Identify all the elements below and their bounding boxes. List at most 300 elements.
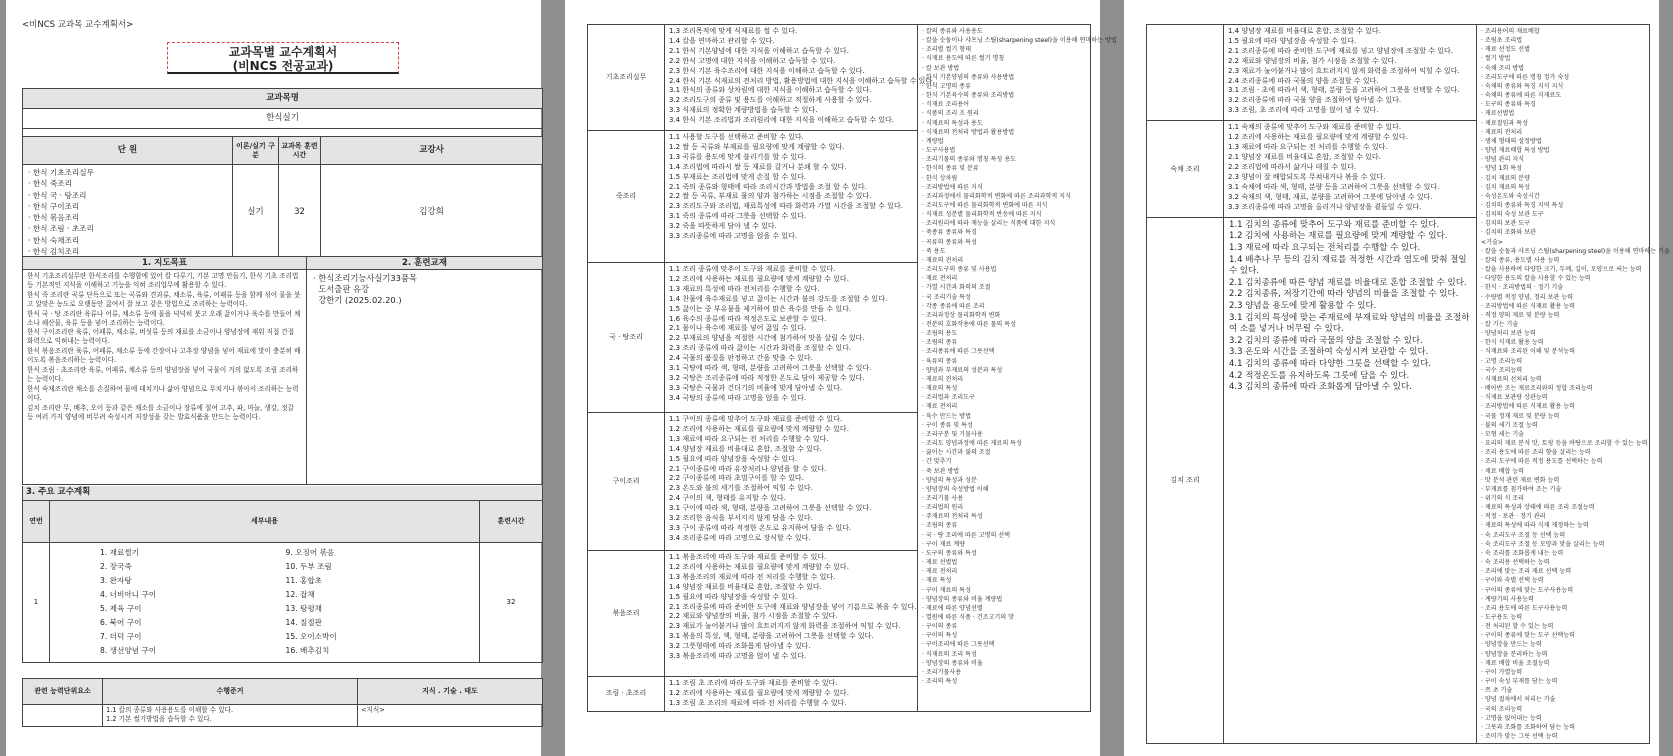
knowledge-item: · 양념장을 만드는 능력 (1481, 641, 1542, 649)
knowledge-item: · 가열 시간과 화력의 조절 (922, 284, 991, 292)
knowledge-item: · 식재료 보관량 상관능력 (1481, 394, 1548, 402)
criteria-cell (665, 263, 918, 413)
knowledge-item: · 구이의 종류에 맞는 도구 선택능력 (1481, 632, 1576, 640)
plan-item: 14. 칠절판 (285, 617, 322, 627)
title-line-1: 교과목별 교수계획서 (228, 45, 338, 59)
knowledge-item: · 식재료의 조리 특성 (922, 650, 977, 658)
knowledge-item: · 칼 보관 방법 (922, 64, 960, 72)
criteria-item: 1.3 재료에 따라 요구되는 전처리를 수행할 수 있다. (1229, 243, 1421, 253)
criteria-cell (665, 551, 918, 677)
criteria-item: 4.1 김치의 종류에 따라 다양한 그릇을 선택할 수 있다. (1229, 358, 1432, 369)
document-page-3 (1124, 0, 1670, 756)
knowledge-item: · 구이의 종류 (922, 623, 958, 631)
unit-item: · 한식 구이조리 (28, 201, 80, 211)
knowledge-item: · 재료 전처리 (922, 403, 958, 411)
criteria-item: 3.3 조리종류에 따라 고명을 올리거나 양념장을 곁들일 수 있다. (1228, 202, 1422, 211)
teacher-col-header: 교강사 (321, 137, 543, 165)
knowledge-item: · 양념 관리 지식 (1481, 156, 1525, 164)
plan-item: 9. 오징어 볶음 (285, 547, 335, 557)
knowledge-item: · 재료 선정도 선별 (1481, 46, 1530, 54)
plan-hours-col-header: 훈련시간 (480, 500, 543, 542)
knowledge-item: · 칼의 종류와 사용용도 (922, 28, 983, 35)
knowledge-item: · 재료의 특성과 상태에 따른 조리 조절능력 (1481, 504, 1595, 512)
knowledge-item: · 숙 조리도구 조절 등 선택 능력 (1481, 531, 1566, 539)
plan-item: 12. 잡채 (285, 589, 315, 599)
plan-item: 8. 생선양념 구이 (100, 645, 157, 655)
knowledge-item: · 조미가 맞는 그릇 선택 능력 (1481, 733, 1558, 741)
criteria-item: 2.1 김치종류에 따른 양념 재료를 비율대로 혼합 조절할 수 있다. (1229, 277, 1467, 288)
criteria-item: 1.4 양념장 재료를 비율대로 혼합, 조절할 수 있다. (669, 582, 822, 591)
unit-item: · 한식 국 · 탕조리 (28, 190, 87, 200)
criteria-item: 3.2 김치의 종류에 따라 국물의 양을 조절할 수 있다. (1229, 335, 1423, 346)
knowledge-item: · 썰기 방법 (1481, 55, 1511, 63)
knowledge-item: · 조림의 종류 (922, 339, 958, 347)
knowledge-item: · 재료에 따른 양념선별 (922, 604, 983, 612)
plan-item: 6. 북어 구이 (100, 617, 142, 627)
knowledge-item: · 숙 조리도구 조절 등 모양과 맛을 살리는 능력 (1481, 540, 1605, 548)
unit-name-cell: 죽조리 (588, 131, 665, 263)
criteria-item: 1.3 재료에 따라 요구되는 전 처리를 수행할 수 있다. (669, 434, 829, 443)
goals-cell (23, 270, 307, 485)
knowledge-item: · 모형 세는 기술 (1481, 430, 1525, 438)
unit-item: · 한식 기초조리실무 (28, 168, 94, 177)
criteria-item: 3.2 조리종류에 따라 국물 양을 조절하여 담아낼 수 있다. (1228, 96, 1402, 105)
criteria-item: 1.1 사용할 도구를 선택하고 준비할 수 있다. (669, 133, 804, 141)
plan-table (22, 486, 543, 663)
criteria-item: 3.3 조림, 초 조리에 따라 고명을 얹어 낼 수 있다. (1228, 106, 1379, 115)
knowledge-item: · 구이 재료의 특성 (922, 586, 971, 594)
knowledge-item: · 양념장을 분리하는 능력 (1481, 650, 1548, 658)
knowledge-item: · 한식 상차림 (922, 174, 958, 182)
criteria-table-page-2 (587, 24, 1117, 712)
knowledge-item: · 칼을 숫돌과 샤프닝 스틸(sharpening steel)을 이용해 연마하는 기술 (1481, 247, 1670, 255)
criteria-item: 2.4 국물의 품질을 판정하고 간을 맞출 수 있다. (669, 354, 813, 363)
criteria-item: 2.3 양념이 잘 배합되도록 무쳐내거나 볶을 수 있다. (1228, 172, 1386, 181)
knowledge-item: · 조리도 양념과정에 따른 재료의 특성 (922, 440, 1022, 448)
knowledge-item: · 조리기물의 종류와 명칭 특성 용도 (922, 156, 1017, 164)
course-name-header: 교과목명 (23, 89, 543, 109)
criteria-item: 1.5 필요에 따라 양념장을 숙성할 수 있다. (669, 592, 798, 601)
criteria-item: 1.3 볶음조리의 재료에 따라 전 처리를 수행할 수 있다. (669, 572, 836, 581)
theory-col-header: 이론/실기 구분 (233, 137, 279, 165)
criteria-item: 2.1 조리종류에 따라 준비한 도구에 재료를 넣고 양념장에 조절할 수 있다. (1228, 46, 1453, 55)
knowledge-item: · 국물 정재 재료 및 분량 능력 (1481, 412, 1560, 420)
criteria-item: 2.1 양념장 재료를 비율대로 혼합, 조절할 수 있다. (1228, 153, 1381, 162)
criteria-item: 3.4 조리종류에 따라 고명으로 장식할 수 있다. (669, 533, 811, 542)
goals-table (22, 256, 543, 485)
knowledge-item: · 조리법과 조리도구 (922, 394, 975, 402)
criteria-item: 1.3 조림 초 조리의 재료에 따라 전 처리를 수행할 수 있다. (669, 698, 847, 707)
knowledge-item: · 김치 재료의 분량 (1481, 174, 1530, 182)
criteria-item: 1.1 숙채의 종류에 맞추어 도구와 재료를 준비할 수 있다. (1228, 123, 1402, 132)
unit-name-cell: 기초조리실무 (588, 25, 665, 131)
hours-col-header: 교과목 훈련시간 (279, 137, 321, 165)
knowledge-item: · 김치의 보관 도구 (1481, 220, 1530, 228)
knowledge-item: · 조리 도구에 따른 적정 용도를 선택하는 능력 (1481, 458, 1603, 466)
plan-item: 5. 제육 구이 (100, 603, 142, 613)
plan-item: 15. 오이소박이 (285, 631, 337, 641)
goal-item: 한식 구이조리란 육류, 어패류, 채소류, 버섯류 등의 재료를 소금이나 양념장에 재워 직접 간접 화력으로 익혀내는 능력이다. (27, 328, 295, 346)
criteria-item: 2.3 온도와 불의 세기를 조절하여 익힐 수 있다. (669, 484, 813, 493)
criteria-item: 2.3 양념을 용도에 맞게 활용할 수 있다. (1229, 300, 1377, 311)
knowledge-item: · 조리방법에 따른 지식 (922, 183, 983, 191)
knowledge-item: · 양념과 부재료의 성분과 특성 (922, 366, 1003, 374)
knowledge-item: · 조리에 맞는 조리 재료 선택 능력 (1481, 568, 1572, 576)
criteria-item: 3.1 볶음의 특성, 색, 형태, 분량을 고려하여 그릇을 선택할 수 있다. (669, 632, 874, 641)
criteria-item: 3.4 국탕의 종류에 따라 고명을 얹을 수 있다. (669, 393, 807, 402)
criteria-item: 2.3 재료가 눌어붙거나 많이 흐트러지지 않게 화력을 조절하여 익힐 수 있다. (669, 622, 901, 631)
knowledge-item: · 칼을 사용하여 다양한 크기, 두께, 길이, 모양으로 써는 능력 (1481, 266, 1642, 274)
knowledge-item: · 재료의 특성 (922, 385, 958, 393)
knowledge-item: · 곡류의 종류와 특성 (922, 238, 977, 246)
criteria-item: 2.3 재료가 눌어붙거나 많이 흐트러지지 않게 화력을 조절하여 익힐 수 있다. (1228, 66, 1460, 75)
materials-cell (307, 270, 543, 485)
criteria-item: 1.2 조리에 사용하는 재료를 필요량에 맞게 계량할 수 있다. (669, 562, 849, 571)
knowledge-item: · 식재료 성분별 물리화학적 반응에 따른 지식 (922, 211, 1042, 219)
knowledge-item: · 식재료 조리용어 (922, 101, 970, 109)
knowledge-item: · 요리의 재료 분석 맛, 토핑 등을 바탕으로 조리할 수 있는 능력 (1481, 440, 1648, 448)
unit-item: · 한식 조림 · 초조리 (28, 224, 94, 234)
knowledge-item: · 식재료 용도에 따른 썰기 명칭 (922, 55, 1005, 63)
knowledge-item: · 쯔 초 기술 (1481, 687, 1513, 695)
criteria-item: 3.2 죽을 따뜻하게 담아 낼 수 있다. (669, 222, 777, 231)
unit-name-cell: 볶음조리 (588, 551, 665, 677)
knowledge-item: · 한식 기본육수의 종류와 조리방법 (922, 92, 1015, 100)
knowledge-item: · 조리종류에 따른 그릇선택 (922, 348, 995, 356)
criteria-col-header: 수행준거 (103, 679, 358, 705)
knowledge-item: · 조리 용도에 따른 도구사용능력 (1481, 604, 1568, 612)
unit-name-cell: 구이조리 (588, 413, 665, 551)
knowledge-item: · 식재료와 조리된 이해 및 분석능력 (1481, 348, 1576, 356)
knowledge-item: · 고명을 얹어내는 능력 (1481, 714, 1542, 722)
knowledge-item: · 조리방법에 따른 식재료 활용 능력 (1481, 403, 1576, 411)
knowledge-item: · 재료 배합 비율 조절능력 (1481, 659, 1550, 667)
criteria-item: 2.3 조리도구와 조리법, 재료특성에 따라 화력과 가열 시간을 조절할 수 있다. (669, 202, 903, 211)
criteria-item: 3.3 구이 종류에 따라 적정한 온도로 유지하여 담을 수 있다. (669, 523, 852, 532)
knowledge-item: · 죽종류 종류와 특징 (922, 229, 977, 237)
knowledge-item: · 식품의 조리 조 원리 (922, 110, 979, 118)
unit-item: · 한식 김치조리 (28, 247, 80, 257)
criteria-item: 3.3 조리종류에 따라 고명을 얹을 수 있다. (669, 232, 798, 241)
document-title (167, 42, 399, 74)
materials-title: 2. 훈련교재 (307, 257, 543, 270)
knowledge-item: · 칼을 숫돌이나 샤프닝 스틸(sharpening steel)을 이용해 연마하는 방법 (922, 37, 1117, 45)
knowledge-item: · 생채 형태의 설정방법 (1481, 137, 1542, 145)
unit-item: · 한식 볶음조리 (28, 213, 80, 223)
knowledge-item: · 조리의 특성 (922, 678, 958, 686)
knowledge-item: · 조림의 용도 (922, 330, 958, 338)
criteria-item: 1.1 조리 종류에 맞추어 도구와 재료를 준비할 수 있다. (669, 265, 836, 273)
criteria-item: 3.1 구이에 따라 색, 형태, 분량을 고려하여 그릇을 선택할 수 있다. (669, 504, 872, 513)
criteria-item: 3.3 식재료의 정확한 계량방법을 습득할 수 있다. (669, 106, 818, 115)
knowledge-item: · 구이 가열능력 (1481, 668, 1523, 676)
criteria-item: 4.3 김치의 종류에 따라 조화롭게 담아낼 수 있다. (1229, 382, 1412, 393)
criteria-item: 1.4 칼을 연마하고 관리할 수 있다. (669, 36, 775, 45)
knowledge-item: · 재료의 전처리 (1481, 128, 1523, 136)
knowledge-item: · 한식 고명의 종류 (922, 82, 971, 90)
plan-items-right (264, 542, 480, 662)
knowledge-item: · 숙성온도와 숙성시간 (1481, 192, 1540, 200)
material-line: 강한기 (2025.02.20.) (313, 295, 402, 305)
criteria-item: 1.6 육수의 종류에 따라 적정온도로 보관할 수 있다. (669, 314, 827, 323)
criteria-item: 3.1 김치의 특성에 맞는 주재료에 부재료와 양념의 비율을 조절하여 소를 넣거나 버무릴 수 있다. (1229, 312, 1470, 335)
session-col-header: 연번 (23, 500, 50, 542)
knowledge-item: · 재료 선별법 (922, 559, 958, 567)
unit-name-cell: 김치 조리 (1147, 217, 1224, 743)
kst-col-header: 지식 . 기술 . 태도 (358, 679, 543, 705)
criteria-item: 1.1 구이의 종류에 맞추어 도구와 재료를 준비할 수 있다. (669, 415, 843, 423)
criteria-item: 1.1 칼의 종류와 사용용도를 이해할 수 있다. (106, 706, 234, 714)
criteria-item: 1.2 기본 썰기방법을 습득할 수 있다. (106, 714, 212, 723)
plan-item: 1. 재료썰기 (100, 547, 140, 557)
knowledge-item: · 구이의 특성 (922, 632, 958, 640)
criteria-item: 1.5 부재료는 조리법에 맞게 손질 할 수 있다. (669, 172, 807, 181)
knowledge-item: · 구이의 종류에 맞는 도구사용능력 (1481, 586, 1574, 594)
hours-value: 32 (279, 165, 321, 260)
knowledge-item: · 칼 기는 기술 (1481, 321, 1519, 328)
competency-col-header: 관련 능력단위요소 (23, 679, 103, 705)
knowledge-item: · 도구의 종류와 특성 (922, 549, 977, 557)
criteria-item: 2.3 한식 기본 육수조리에 대한 지식을 이해하고 습득할 수 있다. (669, 66, 865, 75)
goal-item: 한식 숙채조리란 채소를 손질하여 물에 데치거나 삶아 양념으로 무치거나 볶아서 조리하는 능력이다. (27, 384, 299, 402)
knowledge-item: · 조림초 조리법 (1481, 37, 1523, 45)
knowledge-item: · 수량별 적정 양념, 정리 보관 능력 (1481, 293, 1574, 301)
knowledge-item: · 조리도구에 따른 물리화학적 변화에 따른 지식 (922, 201, 1048, 209)
plan-item: 13. 탕평채 (285, 603, 322, 613)
criteria-item: 1.3 곡류를 용도에 맞게 불리기를 할 수 있다. (669, 152, 807, 161)
plan-item: 3. 완자탕 (100, 575, 132, 585)
document-header-label: <비NCS 교과목 교수계획서> (22, 20, 134, 30)
criteria-item: 2.4 조리종류에 따라 국물의 양을 조절할 수 있다. (1228, 76, 1379, 85)
criteria-item: 3.2 조리도구의 종류 및 용도를 이해하고 적절하게 사용할 수 있다. (669, 96, 872, 105)
knowledge-item: · 국 조리기술 특성 (922, 293, 971, 301)
criteria-item: 2.1 물이나 육수에 재료를 넣어 끓일 수 있다. (669, 324, 807, 333)
knowledge-item: · 조리 용도에 따른 조리 향을 살리는 능력 (1481, 449, 1591, 457)
knowledge-item: · 불의 세기 조절 능력 (1481, 421, 1538, 429)
criteria-item: 1.4 양념장 재료를 비율대로 혼합, 조절할 수 있다. (669, 444, 822, 453)
criteria-item: 1.5 필요에 따라 양념장을 숙성할 수 있다. (669, 454, 798, 463)
knowledge-item: · 적정 · 보관 · 정기 관리 (1481, 513, 1546, 521)
goal-item: 한식 국 · 탕 조리란 육류나 어류, 채소류 등에 물을 넉넉히 붓고 오래 끓이거나 육수를 만들어 채소나 해산물, 육류 등을 넣어 조리하는 능력이다. (27, 309, 301, 327)
course-name-value: 한식실기 (23, 109, 543, 129)
knowledge-item: · 재료 전처리 (922, 275, 958, 283)
unit-name-cell: 숙채 조리 (1147, 121, 1224, 217)
knowledge-item: · 한식의 종류 및 분류 (922, 165, 979, 173)
knowledge-item: · 부재료를 첨가하여 조는 기술 (1481, 485, 1562, 493)
content-col-header: 세부내용 (50, 500, 480, 542)
knowledge-item: · 조리방법에 따른 식재료 활용 능력 (1481, 302, 1576, 310)
knowledge-item: · 양념장의 종류와 비율 (922, 659, 983, 667)
plan-item: 4. 너비아니 구이 (100, 589, 157, 599)
criteria-item: 3.2 그릇형태에 따라 조화롭게 담아낼 수 있다. (669, 642, 811, 651)
knowledge-item: · 조리과정상 물리화학적 변화 (922, 311, 1001, 319)
criteria-item: 1.3 조리목적에 맞게 식재료를 썰 수 있다. (669, 27, 798, 35)
criteria-item: 2.2 재료와 양념장의 비율, 첨가 시점을 조절할 수 있다. (1228, 56, 1397, 65)
knowledge-item: · 조리도구에 따른 명칭 정가 숙성 (1481, 73, 1570, 81)
knowledge-skill-cell (918, 25, 1117, 712)
knowledge-item: · 전분의 호화작용에 따른 물의 특성 (922, 321, 1017, 328)
competency-table (22, 678, 543, 727)
criteria-item: 1.2 쌀 등 곡류와 부재료를 필요량에 맞게 계량할 수 있다. (669, 142, 845, 151)
plan-item: 11. 홍합초 (285, 575, 322, 585)
knowledge-item: · 숙채의 종류와 특징 지식 지식 (1481, 82, 1564, 90)
criteria-item: 2.2 조리법에 따라서 삶거나 데칠 수 있다. (1228, 163, 1357, 172)
criteria-item: 2.1 죽의 종류와 형태에 따라 조리시간과 방법을 조절 할 수 있다. (669, 182, 867, 191)
plan-item: 10. 두부 조림 (285, 561, 332, 571)
document-page-1 (6, 0, 541, 756)
knowledge-item: · 양념 재료배합 특성 방법 (1481, 147, 1550, 155)
knowledge-item: · 김치의 조화와 보관 (1481, 229, 1536, 237)
criteria-item: 1.2 조리에 사용하는 재료를 필요량에 맞게 계량할 수 있다. (1228, 133, 1408, 142)
goal-item: 한식 조림 · 초조리란 육류, 어패류, 채소류 등의 양념장을 넣어 국물이 거의 없도록 조림 조리하는 능력이다. (27, 366, 299, 383)
knowledge-item: · 조리도구의 종류 및 사용법 (922, 266, 997, 274)
knowledge-item: · 양념의 특성과 성분 (922, 476, 977, 484)
criteria-item: 1.1 김치의 종류에 맞추어 도구와 재료를 준비할 수 있다. (1229, 219, 1440, 230)
goals-title: 1. 지도목표 (23, 257, 307, 270)
criteria-item: 2.1 한식 기본양념에 대한 지식을 이해하고 습득할 수 있다. (669, 46, 849, 55)
plan-items-left (50, 542, 264, 662)
criteria-item: 1.2 조리에 사용하는 재료를 필요량에 맞게 계량할 수 있다. (669, 424, 849, 433)
knowledge-item: · 그릇과 조화를 조화하여 담는 능력 (1481, 723, 1576, 731)
knowledge-item: · 숙 조리용 선택하는 능력 (1481, 559, 1550, 567)
knowledge-item: · 숙 조리를 조화롭게 내는 능력 (1481, 549, 1564, 557)
criteria-item: 3.1 숙채에 따라 색, 형태, 분량 등을 고려하여 그릇을 선택할 수 있다. (1228, 182, 1440, 191)
knowledge-item: · 각종 종류에 따른 조리 (922, 302, 985, 310)
knowledge-item: · 위기의 식 조리 (1481, 494, 1525, 502)
knowledge-item: · 주재료의 전처리 특성 (922, 513, 983, 521)
criteria-item: 2.2 쌀 등 곡류, 부재료 물의 양과 첨가하는 시점을 조절할 수 있다. (669, 192, 872, 201)
knowledge-item: · 식재료의 전처리 방법과 활용방법 (922, 128, 1015, 136)
knowledge-item: · 재료의 특성에 따라 식재 재정하는 능력 (1481, 522, 1589, 530)
knowledge-item: · 조리별 썰기 형태 (922, 46, 971, 54)
knowledge-item: · 조리기물 사용 (922, 494, 964, 502)
criteria-item: 2.4 한식 기본 식재료의 전처리 방법, 활용방법에 대한 지식을 이해하고 습득할 수 있다. (669, 76, 935, 85)
knowledge-item: · 끓이는 시간과 불의 조절 (922, 449, 991, 457)
criteria-cell (1224, 121, 1477, 217)
criteria-item: 3.1 한식의 종류와 상차림에 대한 지식을 이해하고 습득할 수 있다. (669, 86, 872, 95)
knowledge-item: · 구이조리에 따른 그릇선택 (922, 641, 995, 649)
knowledge-item: · 양념 1회 특성 (1481, 165, 1523, 173)
knowledge-item: · 조리구분 및 기물사용 (922, 430, 983, 438)
document-page-2 (565, 0, 1117, 756)
criteria-item: 3.3 온도와 시간을 조절하여 숙성시켜 보관할 수 있다. (1229, 347, 1429, 358)
unit-item: · 한식 숙채조리 (28, 235, 80, 245)
knowledge-item: <기술> (1481, 238, 1503, 246)
criteria-item: 1.4 찬물에 육수재료를 넣고 끓이는 시간과 불의 강도를 조절할 수 있다. (669, 294, 888, 303)
criteria-item: 2.3 조리 종류에 따라 끓이는 시간과 화력을 조절할 수 있다. (669, 344, 852, 353)
theory-value: 실기 (233, 165, 279, 260)
goal-item: 한식 죽 조리란 곡류 단독으로 또는 곡류와 견과류, 채소류, 육류, 어패류 등을 함께 섞어 물을 붓고 알맞은 농도로 오랫동안 끓여서 잘 보고 같은 방법으로 조리하는 능력이다. (27, 290, 301, 308)
criteria-item: 3.1 죽의 종류에 따라 그릇을 선택할 수 있다. (669, 212, 807, 221)
knowledge-item: · 한식 기본양념의 종류와 사용방법 (922, 73, 1015, 81)
knowledge-item: · 조림의 종류 (922, 522, 958, 530)
knowledge-item: · 한식 · 조리방법의 · 정기 기술 (1481, 284, 1564, 292)
material-line: · 한식조리기능사실기33품목 (313, 273, 417, 283)
criteria-item: 3.3 볶음조리에 따라 고명을 얹어 낼 수 있다. (669, 652, 807, 661)
knowledge-item: · 재료의 전처리 (922, 375, 964, 383)
knowledge-item: · 양념장의 숙성방법 이해 (922, 485, 989, 493)
criteria-item: 3.3 국탕은 국물과 건더기의 비율에 맞게 담아낼 수 있다. (669, 383, 843, 392)
session-number: 1 (23, 542, 50, 662)
unit-name-cell (1147, 25, 1224, 121)
criteria-item: 1.3 재료에 따라 요구되는 전 처리를 수행할 수 있다. (1228, 143, 1388, 152)
criteria-table-page-3 (1146, 24, 1670, 744)
knowledge-item: · 숙채의 종류에 따른 식재료도 (1481, 92, 1562, 100)
teacher-value: 김강희 (321, 165, 543, 260)
knowledge-item: · 도구용도 능력 (1481, 614, 1523, 621)
criteria-item: 2.2 부재료의 양념을 적절한 시간에 첨가하여 맛을 살릴 수 있다. (669, 334, 865, 343)
criteria-item: 1.5 끓이는 중 부유물을 제거하여 맑은 육수를 만들 수 있다. (669, 304, 852, 313)
criteria-item: 1.2 조리에 사용하는 재료를 필요량에 맞게 계량할 수 있다. (669, 274, 849, 283)
knowledge-item: · 열원에 따른 식품 · 건조고기의 맛 (922, 614, 1015, 621)
knowledge-item: · 조리법의 원리 (922, 504, 964, 512)
knowledge-item: · 조리과정에서 물리화학적 변화에 따른 조리과학적 지식 (922, 192, 1071, 200)
knowledge-item: · 적정 양의 재료 및 분량 능력 (1481, 311, 1560, 319)
goal-item: 김치 조리란 무, 배추, 오이 등과 같은 채소를 소금이나 장류에 절여 고추, 파, 마늘, 생강, 젓갈 등 여러 가지 양념에 버무려 숙성시켜 저장성을 갖는 발효식품을 만드는 능력이다. (27, 403, 294, 421)
goal-item: 한식 기초조리실무란 한식조리를 수행함에 있어 칼 다루기, 기본 고명 만들기, 한식 기초 조리법 등 기본적인 지식을 이해하고 기능을 익혀 조리업무에 활용할 수 있다. (27, 272, 299, 289)
knowledge-item: · 김치의 숙성 보관 도구 (1481, 211, 1544, 219)
material-line: 도서출판 유강 (313, 284, 370, 294)
criteria-item: 1.5 필요에 따라 양념장을 숙성할 수 있다. (1228, 36, 1357, 45)
knowledge-item: · 도구의 종류와 특징 (1481, 101, 1536, 109)
plan-item: 2. 장국죽 (100, 561, 132, 571)
criteria-item: 2.1 조리종류에 따라 준비한 도구에 재료와 양념장을 넣어 기름으로 볶을 수 있다. (669, 602, 917, 611)
criteria-item: 3.4 한식 기본 조리법과 조리원리에 대한 지식을 이해하고 습득할 수 있다. (669, 116, 894, 125)
knowledge-item: · 죽 보관 방법 (922, 467, 960, 475)
criteria-cell (1224, 217, 1477, 743)
criteria-item: 2.4 구이의 색, 형태를 유지할 수 있다. (669, 494, 786, 503)
criteria-cell (1224, 25, 1477, 121)
goal-item: 한식 볶음조리란 육류, 어패류, 채소류 등에 간장이나 고추장 양념을 넣어 재료에 맛이 충분히 배이도록 볶음조리하는 능력이다. (27, 347, 301, 365)
knowledge-item: · 계량기의 사용능력 (1481, 595, 1534, 603)
knowledge-item: · 도구사용법 (922, 147, 956, 155)
knowledge-item: · 식재료의 특성과 용도 (922, 119, 983, 127)
criteria-item: 1.2 조리에 사용하는 재료를 필요량에 맞게 계량할 수 있다. (669, 688, 849, 697)
criteria-item: 4.2 적정온도를 유지하도록 그릇에 담을 수 있다. (1229, 370, 1410, 381)
criteria-item: 1.1 볶음조리에 따라 도구와 재료를 준비할 수 있다. (669, 553, 827, 561)
knowledge-item: · 재료 특성 (922, 577, 952, 585)
criteria-item: 1.4 조리법에 따라서 쌀 등 재료를 갈거나 분쇄 할 수 있다. (669, 162, 847, 171)
knowledge-item: · 구이 재료 계량 (922, 540, 966, 548)
knowledge-item: · 재료 전처리 (922, 568, 958, 576)
knowledge-item: · 양념처리 보관 능력 (1481, 330, 1536, 338)
plan-item: 16. 배추김치 (285, 645, 330, 655)
unit-col-header: 단 원 (23, 137, 233, 165)
knowledge-item: · 재료선별법 (1481, 110, 1515, 118)
criteria-item: 3.1 조림 · 초에 따라서 색, 형태, 분량 등을 고려하여 그릇을 선택할 수 있다. (1228, 86, 1460, 95)
unit-name-cell: 조림 · 초조리 (588, 677, 665, 712)
knowledge-item: · 다양한 용도의 칼을 사용할 수 있는 능력 (1481, 275, 1591, 283)
knowledge-skill-cell (1477, 25, 1670, 744)
kst-label: <지식> (358, 705, 543, 727)
knowledge-item: · 육수 만드는 방법 (922, 412, 971, 420)
criteria-item: 1.1 조림 초 조리에 따라 도구와 재료를 준비할 수 있다. (669, 679, 838, 687)
criteria-item: 2.2 한식 고명에 대한 지식을 이해하고 습득할 수 있다. (669, 56, 836, 65)
unit-list (23, 165, 233, 260)
course-info-table (22, 88, 543, 260)
knowledge-item: · 배아반 조는 재료조리와의 정합 조리능력 (1481, 385, 1593, 393)
knowledge-item: · 구이 숙성 부재를 담는 능력 (1481, 678, 1558, 686)
knowledge-item: · 조리원리에 따라 재능을 살리는 식품에 대한 지식 (922, 220, 1056, 228)
knowledge-item: · 맛 분석 관련 재료 변화 능력 (1481, 476, 1560, 484)
criteria-item: 1.2 김치에 사용하는 재료를 필요량에 맞게 계량할 수 있다. (1229, 231, 1448, 242)
knowledge-item: · 구이 종류 및 특성 (922, 421, 973, 429)
knowledge-item: · 죽 용도 (922, 247, 946, 255)
criteria-item: 1.4 양념장 재료를 비율대로 혼합, 조절할 수 있다. (1228, 27, 1381, 35)
unit-name-cell: 국 · 탕조리 (588, 263, 665, 413)
knowledge-item: · 칼의 종류, 용도별 사용 능력 (1481, 256, 1560, 264)
criteria-item: 2.1 구이종류에 따라 유장처리나 양념을 할 수 있다. (669, 464, 827, 473)
